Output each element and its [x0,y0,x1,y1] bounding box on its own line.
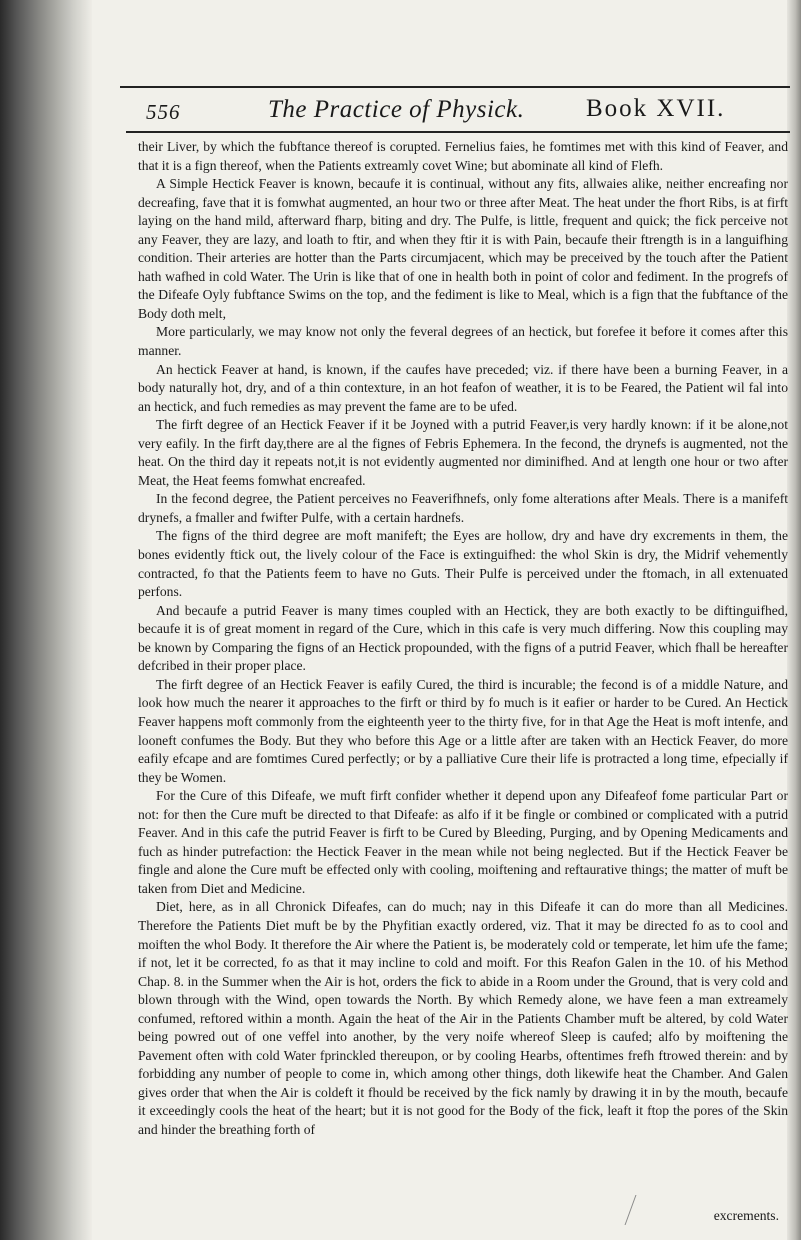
page-number: 556 [146,100,181,124]
paragraph: In the fecond degree, the Patient perceives no Feaverifhnefs, only fome alterations after Meals. There is a manifeft drynefs, a fmaller and fwifter Pulfe, with a certain hardnefs. [138,491,788,525]
paragraph: An hectick Feaver at hand, is known, if the caufes have preceded; viz. if there have been a burning Feaver, in a body naturally hot, dry, and of a thin contexture, in an hot feafon of weather, it is to be Feared, the Patient wil fal into an hectick, and fuch remedies as may prevent the fame are to be ufed. [138,361,788,414]
paragraph: their Liver, by which the fubftance thereof is corupted. Fernelius faies, he fomtimes met with this kind of Feaver, and that it is a fign thereof, when the Patients extreamly covet Wine; but abominate all kind of Flefh. [138,139,788,173]
top-rule [120,86,790,88]
book-label: Book XVII. [586,95,726,122]
paragraph: The firft degree of an Hectick Feaver is eafily Cured, the third is incurable; the fecond is of a middle Nature, and look how much the nearer it approaches to the firft or third by fo much is it eafier or harder to be Cured. An Hectick Feaver happens moft commonly from the eighteenth yeer to the thirty five, for in that Age the Heat is moft intenfe, and looneft confumes the Body. But they who before this Age or a little after are taken with an Hectick Feaver, do more eafily efcape and are fomtimes Cured perfectly; or by a palliative Cure their life is protracted a long time, efpecially if they be Women. [138,676,788,785]
pen-mark [625,1195,655,1225]
paragraph: For the Cure of this Difeafe, we muft firft confider whether it depend upon any Difeafeof fome particular Part or not: for then the Cure muft be directed to that Difeafe: as alfo if it be fingle or combined or complicated with a putrid Feaver. And in this cafe the putrid Feaver is firft to be Cured by Bleeding, Purging, and by Opening Medicaments and fuch as hinder putrefaction: the Hectick Feaver in the mean while not being neglected. But if the Hectick Feaver be fingle and alone the Cure muft be effected only with cooling, moiftening and reftaurative things; the matter of muft be taken from Diet and Medicine. [138,788,788,896]
header-rule [126,131,790,133]
paragraph: The firft degree of an Hectick Feaver if it be Joyned with a putrid Feaver,is very hardly known: if it be alone,not very eafily. In the firft day,there are al the fignes of Febris Ephemera. In the fecond, the drynefs is augmented, not the heat. On the third day it repeats not,it is not evidently augmented nor diminifhed. And at length one hour or two after Meat, the Heat feems fomwhat encreafed. [138,417,788,488]
paragraph: The figns of the third degree are moft manifeft; the Eyes are hollow, dry and have dry excrements in them, the bones evidently ftick out, the lively colour of the Face is extinguifhed: the whol Skin is dry, the Midrif vehemently contracted, fo that the Patients feem to have no Guts. Their Pulfe is perceived under the ftomach, in all extenuated perfons. [138,528,788,600]
running-title: The Practice of Physick. [268,96,525,123]
catchword: excrements. [713,1208,779,1223]
paragraph: And becaufe a putrid Feaver is many times coupled with an Hectick, they are both exactly to be diftinguifhed, becaufe it is of great moment in regard of the Cure, which in this cafe is very much differing. Now this coupling may be known by Comparing the figns of an Hectick propounded, with the figns of a putrid Feaver, which fhall be hereafter defcribed in their proper place. [138,602,788,674]
body-text [138,138,788,1140]
page-edge [787,0,801,1240]
paragraph: A Simple Hectick Feaver is known, becaufe it is continual, without any fits, allwaies alike, neither encreafing nor decreafing, fave that it is fomwhat augmented, an hour two or three after Meat. The heat under the fhort Ribs, is at firft laying on the hand mild, afterward fharp, biting and dry. The Pulfe, is little, frequent and quick; the fick perceive not any Feaver, they are lazy, and loath to ftir, and when they ftir it is with Pain, becaufe their ftrength is in a languifhing condition. Their arteries are hotter than the Parts circumjacent, which may be preceived by the touch after the Patient hath wafhed in cold Water. The Urin is like that of one in health both in point of color and fediment. In the progrefs of the Difeafe Oyly fubftance Swims on the top, and the fediment is like to Meal, which is a fign that the fubftance of the Body doth melt, [138,176,788,321]
page-header [118,92,792,136]
binding-gutter-shadow [0,0,92,1240]
paragraph: Diet, here, as in all Chronick Difeafes, can do much; nay in this Difeafe it can do more than all Medicines. Therefore the Patients Diet muft be by the Phyfitian exactly ordered, viz. That it may be directed fo as to cool and moiften the whol Body. It therefore the Air where the Patient is, be moderately cold or temperate, let him ufe the fame; if not, let it be corrected, fo as that it may incline to cold and moift. For this Reafon Galen in the 10. of his Method Chap. 8. in the Summer when the Air is hot, orders the fick to abide in a Room under the Ground, that is very cold and blown through with the Wind, open towards the North. By which Remedy alone, we have feen a man extreamely confumed, reftored within a month. Again the heat of the Air in the Patients Chamber muft be altered, by cold Water being powred out of one veffel into another, by the very noife whereof Sleep is caufed; alfo by moiftening the Pavement often with cold Water fprinckled thereupon, or by cooling Hearbs, oftentimes frefh ftrowed therein: and by forbidding any number of people to come in, which among other things, doth likewife heat the Chamber. And Galen gives order that when the Air is coldeft it fhould be received by the fick namly by drawing it in by the mouth, becaufe it exceedingly cools the heat of the heart; but it is not good for the Body of the fick, leaft it ftop the pores of the Skin and hinder the breathing forth of [138,899,788,1137]
paragraph: More particularly, we may know not only the feveral degrees of an hectick, but forefee it before it comes after this manner. [138,324,788,359]
